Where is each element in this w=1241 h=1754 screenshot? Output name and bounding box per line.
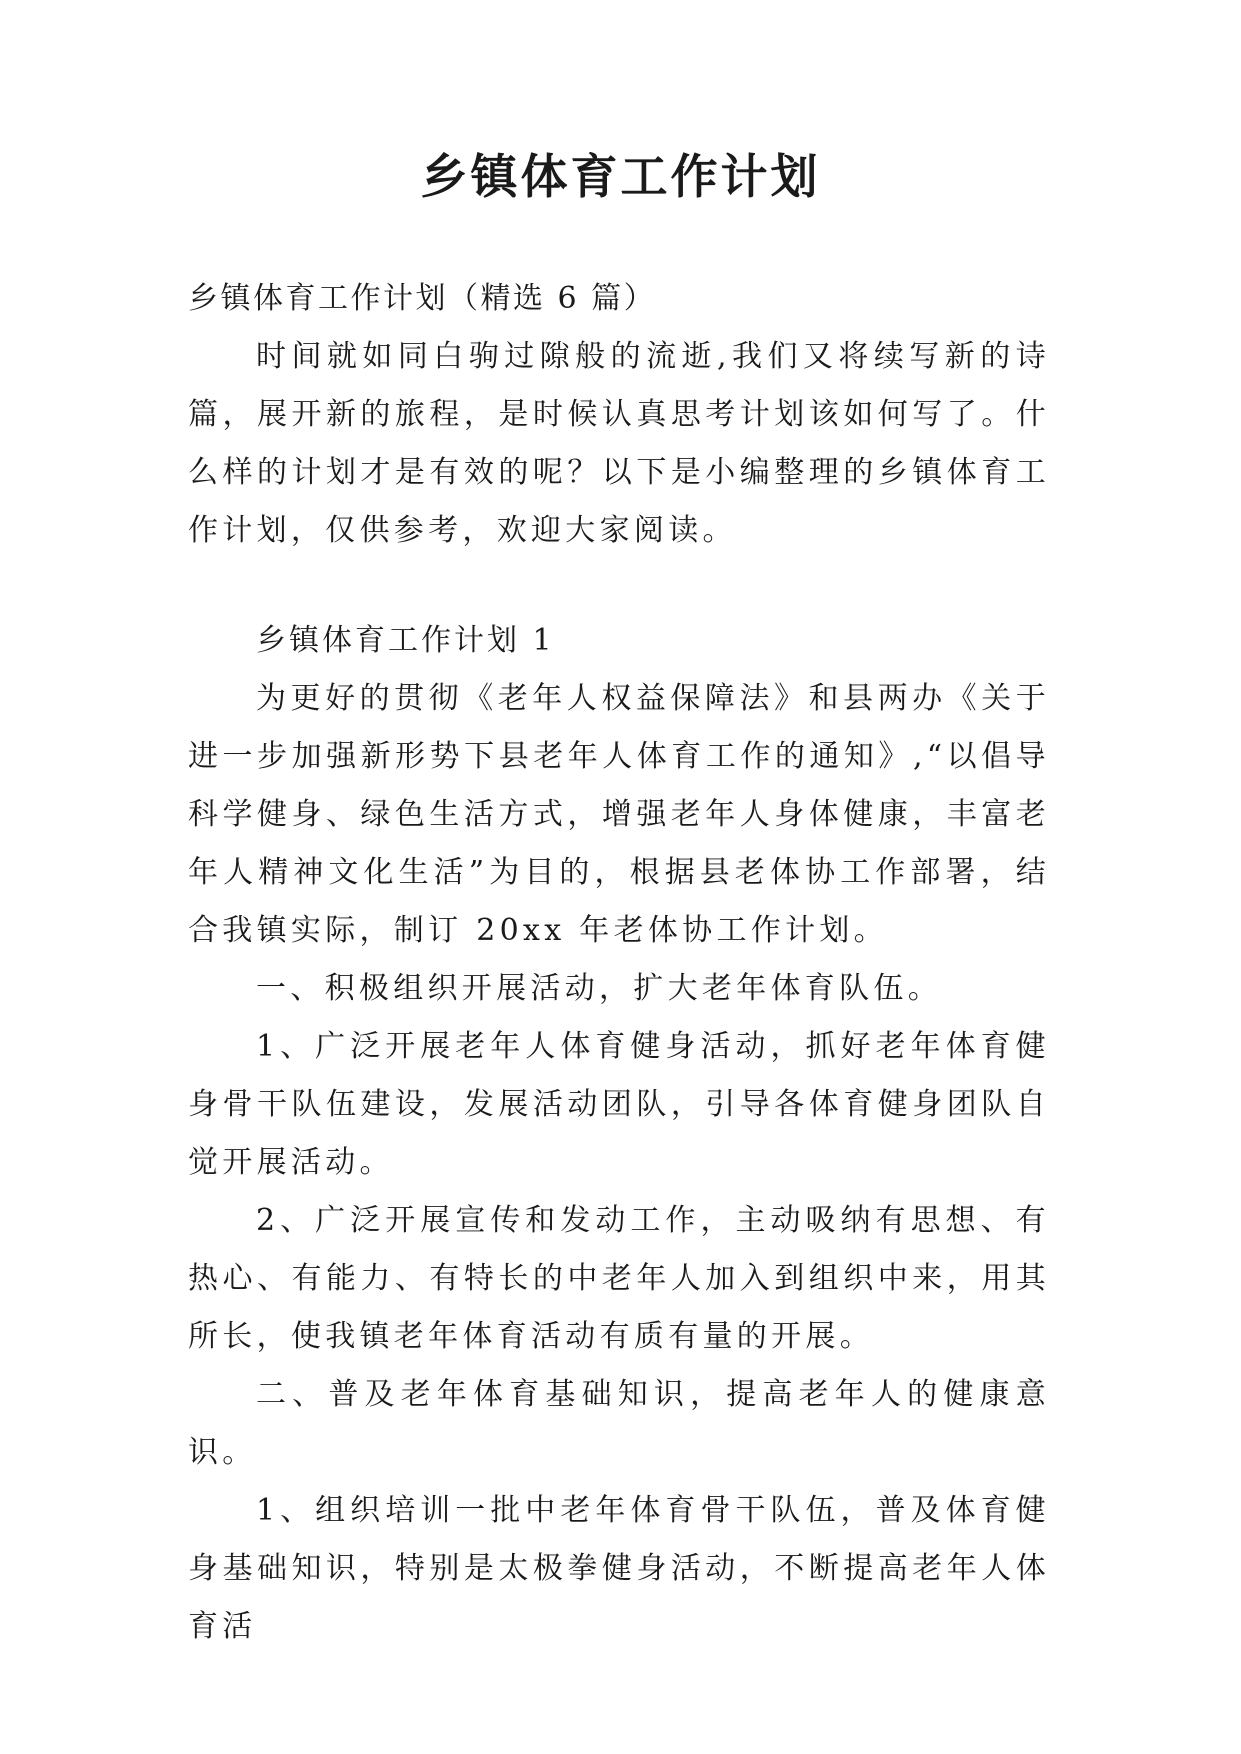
document-body: [188, 270, 1050, 1656]
document-subtitle: 乡镇体育工作计划（精选 6 篇）: [188, 281, 657, 316]
intro-paragraph: 时间就如同白驹过隙般的流逝,我们又将续写新的诗篇，展开新的旅程，是时候认真思考计划该如何写了。什么样的计划才是有效的呢？以下是小编整理的乡镇体育工作计划，仅供参考，欢迎大家阅读。: [188, 339, 1050, 548]
section-heading: 乡镇体育工作计划 1: [256, 623, 555, 658]
body-paragraph-5: 二、普及老年体育基础知识，提高老年人的健康意识。: [188, 1377, 1050, 1470]
body-paragraph-4: 2、广泛开展宣传和发动工作，主动吸纳有思想、有热心、有能力、有特长的中老年人加入到组织中来，用其所长，使我镇老年体育活动有质有量的开展。: [188, 1203, 1050, 1354]
body-paragraph-1: 为更好的贯彻《老年人权益保障法》和县两办《关于进一步加强新形势下县老年人体育工作的通知》,“以倡导科学健身、绿色生活方式，增强老年人身体健康，丰富老年人精神文化生活”为目的，根据县老体协工作部署，结合我镇实际，制订 20xx 年老体协工作计划。: [188, 681, 1050, 948]
body-paragraph-2: 一、积极组织开展活动，扩大老年体育队伍。: [256, 971, 942, 1006]
document-title: 乡镇体育工作计划: [420, 150, 821, 205]
body-paragraph-6: 1、组织培训一批中老年体育骨干队伍，普及体育健身基础知识，特别是太极拳健身活动，不断提高老年人体育活: [188, 1493, 1050, 1644]
section-spacer: [188, 560, 1050, 612]
body-paragraph-3: 1、广泛开展老年人体育健身活动，抓好老年体育健身骨干队伍建设，发展活动团队，引导各体育健身团队自觉开展活动。: [188, 1029, 1050, 1180]
